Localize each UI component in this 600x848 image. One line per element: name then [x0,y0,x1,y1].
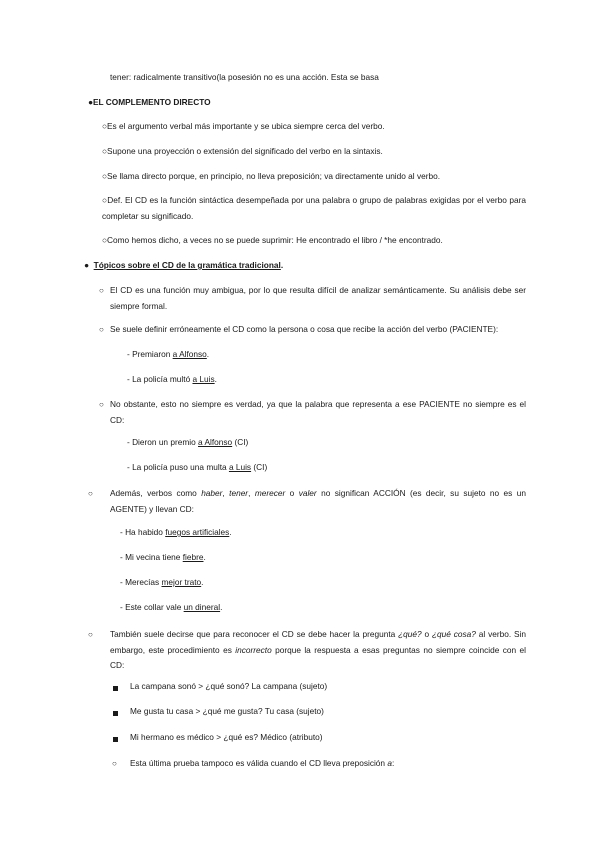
bullet: ○ [112,759,117,768]
bullet: ○ [99,286,104,295]
bullet: ○ [102,171,108,181]
cd-point-5 [102,233,443,248]
section-title [88,95,211,110]
bullet: ○ [102,195,108,205]
cd-point-2 [102,144,383,159]
sub-point-3: Mi hermano es médico > ¿qué es? Médico (atributo) [130,732,323,742]
topic-3: No obstante, esto no siempre es verdad, ya que la palabra que representa a ese PACIENTE no siempre es el CD: [110,399,526,425]
bullet: ○ [99,400,104,409]
topics-title: ● Tópicos sobre el CD de la gramática tradicional. [84,260,284,270]
cd-point-text: Se llama directo porque, en principio, no lleva preposición; va directamente unido al verbo. [107,171,441,181]
topic-1: El CD es una función muy ambigua, por lo que resulta difícil de analizar semánticamente. Su análisis debe ser siempre formal. [110,285,526,311]
cd-point-4 [102,193,526,224]
bullet: ○ [102,235,108,245]
bullet: ○ [102,146,108,156]
cd-point-text: Def. El CD es la función sintáctica desempeñada por una palabra o grupo de palabras exigidas por el verbo para completar su significado. [102,195,526,221]
square-bullet [113,681,118,696]
square-bullet [113,732,118,747]
cd-point-text: Como hemos dicho, a veces no se puede suprimir: He encontrado el libro / *he encontrado. [107,235,443,245]
topic-5: También suele decirse que para reconocer el CD se debe hacer la pregunta ¿qué? o ¿qué cosa? al verbo. Sin embargo, este procedimiento es incorrecto porque la respuesta a esas preguntas no siempre coincide con el CD: [110,629,526,670]
example-7: - Merecías mejor trato. [120,577,204,587]
bullet: ○ [99,325,104,334]
sub-point-2: Me gusta tu casa > ¿qué me gusta? Tu casa (sujeto) [130,706,324,716]
bullet: ○ [102,121,108,131]
example-4: - La policía puso una multa a Luis (CI) [127,462,268,472]
topics-title-text: Tópicos sobre el CD de la gramática tradicional [93,260,281,270]
example-6: - Mi vecina tiene fiebre. [120,552,206,562]
example-2: - La policía multó a Luis. [127,374,217,384]
sub-point-1: La campana sonó > ¿qué sonó? La campana (sujeto) [130,681,328,691]
bullet: ○ [88,630,93,639]
bullet: ● [88,97,94,107]
example-1: - Premiaron a Alfonso. [127,349,210,359]
example-3: - Dieron un premio a Alfonso (CI) [127,437,249,447]
topic-4: Además, verbos como haber, tener, merecer o valer no significan ACCIÓN (es decir, su sujeto no es un AGENTE) y llevan CD: [110,488,526,514]
section-title-text: EL COMPLEMENTO DIRECTO [93,97,211,107]
cd-point-text: Es el argumento verbal más importante y se ubica siempre cerca del verbo. [107,121,385,131]
square-bullet [113,706,118,721]
cd-point-text: Supone una proyección o extensión del significado del verbo en la sintaxis. [107,146,383,156]
bullet: ● [84,260,90,270]
example-8: - Este collar vale un dineral. [120,602,223,612]
sub-point-4: Esta última prueba tampoco es válida cuando el CD lleva preposición a: [130,758,395,768]
bullet: ○ [88,489,93,498]
example-5: - Ha habido fuegos artificiales. [120,527,232,537]
cd-point-1 [102,119,385,134]
topic-2: Se suele definir erróneamente el CD como la persona o cosa que recibe la acción del verbo (PACIENTE): [110,324,499,334]
top-line: tener: radicalmente transitivo(la posesión no es una acción. Esta se basa [110,72,379,82]
cd-point-3 [102,169,440,184]
